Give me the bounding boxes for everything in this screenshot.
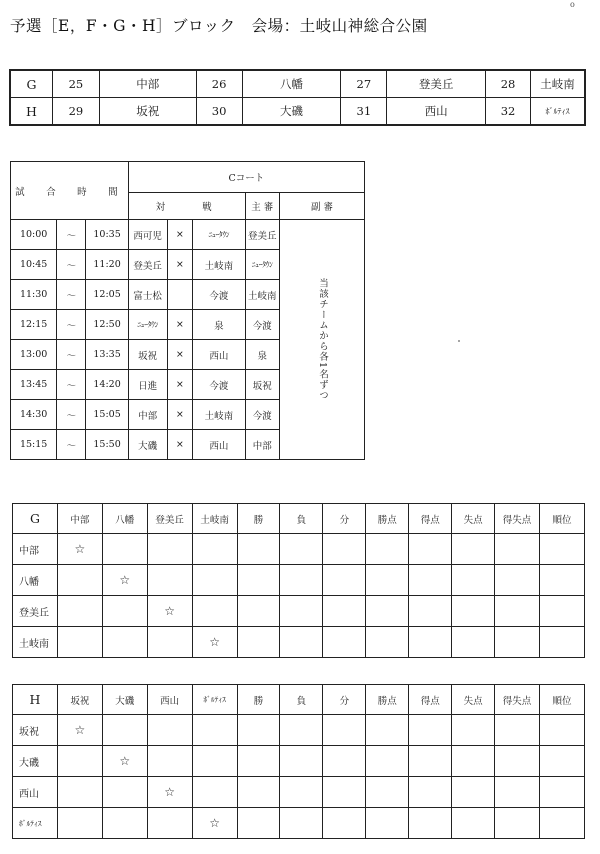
- league-team-header: ﾎﾞﾙﾃｨｽ: [192, 685, 237, 715]
- versus-mark: ×: [167, 310, 193, 340]
- result-cell: [147, 565, 192, 596]
- result-cell: [147, 808, 192, 839]
- stat-cell: [495, 808, 540, 839]
- stat-cell: [366, 808, 409, 839]
- stat-cell: [409, 534, 452, 565]
- league-team-label: 八幡: [13, 565, 58, 596]
- result-cell: [57, 627, 102, 658]
- stat-cell: [409, 746, 452, 777]
- league-stat-header: 得点: [409, 504, 452, 534]
- league-stat-header: 勝: [237, 504, 280, 534]
- self-match-star: ☆: [147, 596, 192, 627]
- start-time: 11:30: [11, 280, 57, 310]
- away-team: ﾆｭｰﾀｳﾝ: [193, 220, 245, 250]
- referee-team: 坂祝: [245, 370, 279, 400]
- stat-cell: [409, 596, 452, 627]
- result-cell: [192, 746, 237, 777]
- self-match-star: ☆: [147, 777, 192, 808]
- start-time: 14:30: [11, 400, 57, 430]
- result-cell: [57, 565, 102, 596]
- stat-cell: [366, 746, 409, 777]
- stat-cell: [539, 565, 584, 596]
- team-name: 坂祝: [99, 98, 196, 125]
- result-cell: [57, 808, 102, 839]
- versus-mark: ×: [167, 400, 193, 430]
- league-row: [13, 596, 585, 627]
- stat-cell: [409, 565, 452, 596]
- stat-cell: [237, 627, 280, 658]
- stat-cell: [323, 715, 366, 746]
- away-team: 今渡: [193, 370, 245, 400]
- referee-header: 主 審: [245, 193, 279, 220]
- stat-cell: [237, 777, 280, 808]
- end-time: 10:35: [86, 220, 128, 250]
- corner-mark: o: [570, 0, 575, 9]
- start-time: 10:45: [11, 250, 57, 280]
- group-label: H: [11, 98, 53, 125]
- team-name: 西山: [387, 98, 486, 125]
- result-cell: [57, 777, 102, 808]
- result-cell: [192, 534, 237, 565]
- end-time: 15:50: [86, 430, 128, 460]
- end-time: 12:50: [86, 310, 128, 340]
- result-cell: [57, 596, 102, 627]
- start-time: 13:45: [11, 370, 57, 400]
- versus-mark: ×: [167, 370, 193, 400]
- league-stat-header: 得失点: [495, 685, 540, 715]
- stat-cell: [323, 627, 366, 658]
- league-row: [13, 746, 585, 777]
- away-team: 泉: [193, 310, 245, 340]
- stat-cell: [539, 808, 584, 839]
- stat-cell: [366, 565, 409, 596]
- league-stat-header: 負: [280, 685, 323, 715]
- team-number: 26: [196, 71, 242, 98]
- league-team-label: 中部: [13, 534, 58, 565]
- time-separator: 〜: [57, 250, 86, 280]
- time-separator: 〜: [57, 370, 86, 400]
- stat-cell: [495, 777, 540, 808]
- stat-cell: [237, 565, 280, 596]
- stat-cell: [366, 627, 409, 658]
- stat-cell: [495, 627, 540, 658]
- league-stat-header: 順位: [539, 685, 584, 715]
- league-team-label: 坂祝: [13, 715, 58, 746]
- stat-cell: [323, 534, 366, 565]
- league-stat-header: 勝点: [366, 504, 409, 534]
- league-team-label: 西山: [13, 777, 58, 808]
- page-title: 予選［E，F・G・H］ブロック 会場：土岐山神総合公園: [10, 17, 428, 35]
- referee-team: 土岐南: [245, 280, 279, 310]
- court-header: Cコート: [128, 162, 364, 193]
- league-stat-header: 失点: [452, 685, 495, 715]
- away-team: 西山: [193, 430, 245, 460]
- league-row: [13, 534, 585, 565]
- versus-mark: ×: [167, 250, 193, 280]
- self-match-star: ☆: [102, 565, 147, 596]
- stat-cell: [452, 746, 495, 777]
- stat-cell: [539, 627, 584, 658]
- league-team-header: 土岐南: [192, 504, 237, 534]
- result-cell: [102, 627, 147, 658]
- team-number: 30: [196, 98, 242, 125]
- referee-team: 今渡: [245, 400, 279, 430]
- away-team: 西山: [193, 340, 245, 370]
- group-row-g: [11, 71, 585, 98]
- team-number: 29: [52, 98, 99, 125]
- referee-team: 中部: [245, 430, 279, 460]
- match-header: 対 戦: [128, 193, 245, 220]
- home-team: 西可児: [128, 220, 167, 250]
- away-team: 今渡: [193, 280, 245, 310]
- team-name: ﾎﾞﾙﾃｨｽ: [531, 98, 585, 125]
- group-label: G: [11, 71, 53, 98]
- result-cell: [147, 715, 192, 746]
- team-name: 登美丘: [387, 71, 486, 98]
- versus-mark: ×: [167, 220, 193, 250]
- league-stat-header: 分: [323, 685, 366, 715]
- stat-cell: [452, 534, 495, 565]
- referee-team: 今渡: [245, 310, 279, 340]
- result-cell: [102, 596, 147, 627]
- league-table-g: [12, 503, 585, 658]
- stat-cell: [409, 777, 452, 808]
- stat-cell: [280, 746, 323, 777]
- stat-cell: [366, 596, 409, 627]
- league-row: [13, 777, 585, 808]
- league-row: [13, 808, 585, 839]
- stat-cell: [323, 565, 366, 596]
- team-name: 中部: [99, 71, 196, 98]
- start-time: 15:15: [11, 430, 57, 460]
- stat-cell: [323, 746, 366, 777]
- league-team-header: 大磯: [102, 685, 147, 715]
- away-team: 土岐南: [193, 400, 245, 430]
- versus-mark: [167, 280, 193, 310]
- start-time: 13:00: [11, 340, 57, 370]
- end-time: 15:05: [86, 400, 128, 430]
- league-group-label: G: [13, 504, 58, 534]
- self-match-star: ☆: [192, 627, 237, 658]
- stat-cell: [452, 596, 495, 627]
- assistant-referee-note-text: 当該チームから各1名ずつ: [316, 278, 328, 401]
- away-team: 土岐南: [193, 250, 245, 280]
- league-stat-header: 得失点: [495, 504, 540, 534]
- stat-cell: [495, 715, 540, 746]
- league-stat-header: 分: [323, 504, 366, 534]
- assistant-referee-note: [279, 220, 364, 460]
- end-time: 13:35: [86, 340, 128, 370]
- stat-cell: [280, 715, 323, 746]
- time-separator: 〜: [57, 340, 86, 370]
- assistant-referee-header: 副 審: [279, 193, 364, 220]
- result-cell: [57, 746, 102, 777]
- stat-cell: [452, 808, 495, 839]
- league-stat-header: 順位: [539, 504, 584, 534]
- stat-cell: [366, 534, 409, 565]
- end-time: 14:20: [86, 370, 128, 400]
- league-row: [13, 715, 585, 746]
- stat-cell: [280, 808, 323, 839]
- time-separator: 〜: [57, 400, 86, 430]
- start-time: 12:15: [11, 310, 57, 340]
- end-time: 12:05: [86, 280, 128, 310]
- stat-cell: [280, 534, 323, 565]
- stat-cell: [409, 627, 452, 658]
- league-row: [13, 565, 585, 596]
- home-team: 登美丘: [128, 250, 167, 280]
- versus-mark: ×: [167, 430, 193, 460]
- result-cell: [192, 565, 237, 596]
- stat-cell: [280, 596, 323, 627]
- self-match-star: ☆: [102, 746, 147, 777]
- result-cell: [192, 777, 237, 808]
- team-number: 31: [341, 98, 387, 125]
- stat-cell: [280, 777, 323, 808]
- home-team: 日進: [128, 370, 167, 400]
- time-header: 試 合 時 間: [11, 162, 129, 220]
- league-team-label: 土岐南: [13, 627, 58, 658]
- stat-cell: [452, 715, 495, 746]
- stat-cell: [452, 565, 495, 596]
- stat-cell: [495, 746, 540, 777]
- stat-cell: [323, 777, 366, 808]
- league-row: [13, 627, 585, 658]
- start-time: 10:00: [11, 220, 57, 250]
- result-cell: [147, 534, 192, 565]
- self-match-star: ☆: [57, 534, 102, 565]
- time-separator: 〜: [57, 220, 86, 250]
- stat-cell: [409, 808, 452, 839]
- stat-cell: [366, 715, 409, 746]
- stat-cell: [409, 715, 452, 746]
- team-number: 27: [341, 71, 387, 98]
- home-team: ﾆｭｰﾀｳﾝ: [128, 310, 167, 340]
- result-cell: [147, 746, 192, 777]
- stat-cell: [237, 596, 280, 627]
- league-team-label: ﾎﾞﾙﾃｨｽ: [13, 808, 58, 839]
- league-stat-header: 失点: [452, 504, 495, 534]
- referee-team: ﾆｭｰﾀｳﾝ: [245, 250, 279, 280]
- league-header-row: [13, 504, 585, 534]
- result-cell: [102, 534, 147, 565]
- result-cell: [102, 808, 147, 839]
- team-number: 32: [486, 98, 531, 125]
- result-cell: [192, 596, 237, 627]
- stat-cell: [323, 808, 366, 839]
- result-cell: [102, 777, 147, 808]
- team-name: 土岐南: [531, 71, 585, 98]
- league-table-h: [12, 684, 585, 839]
- stat-cell: [280, 565, 323, 596]
- league-header-row: [13, 685, 585, 715]
- scan-speck: [458, 340, 460, 342]
- self-match-star: ☆: [57, 715, 102, 746]
- stat-cell: [280, 627, 323, 658]
- stat-cell: [539, 777, 584, 808]
- league-team-label: 登美丘: [13, 596, 58, 627]
- versus-mark: ×: [167, 340, 193, 370]
- result-cell: [192, 715, 237, 746]
- team-name: 大磯: [242, 98, 341, 125]
- match-schedule-table: [10, 161, 365, 460]
- stat-cell: [237, 715, 280, 746]
- home-team: 中部: [128, 400, 167, 430]
- referee-team: 泉: [245, 340, 279, 370]
- league-team-header: 中部: [57, 504, 102, 534]
- stat-cell: [495, 565, 540, 596]
- stat-cell: [495, 534, 540, 565]
- stat-cell: [366, 777, 409, 808]
- time-separator: 〜: [57, 280, 86, 310]
- time-separator: 〜: [57, 430, 86, 460]
- result-cell: [147, 627, 192, 658]
- group-assignment-table: [10, 70, 585, 125]
- stat-cell: [237, 808, 280, 839]
- stat-cell: [539, 596, 584, 627]
- league-group-label: H: [13, 685, 58, 715]
- league-team-header: 西山: [147, 685, 192, 715]
- league-team-label: 大磯: [13, 746, 58, 777]
- end-time: 11:20: [86, 250, 128, 280]
- league-team-header: 坂祝: [57, 685, 102, 715]
- stat-cell: [495, 596, 540, 627]
- stat-cell: [452, 777, 495, 808]
- stat-cell: [539, 746, 584, 777]
- league-stat-header: 勝点: [366, 685, 409, 715]
- team-number: 28: [486, 71, 531, 98]
- stat-cell: [237, 746, 280, 777]
- schedule-row: [11, 220, 365, 250]
- home-team: 大磯: [128, 430, 167, 460]
- league-team-header: 八幡: [102, 504, 147, 534]
- stat-cell: [452, 627, 495, 658]
- team-number: 25: [52, 71, 99, 98]
- stat-cell: [323, 596, 366, 627]
- group-row-h: [11, 98, 585, 125]
- league-stat-header: 負: [280, 504, 323, 534]
- home-team: 富士松: [128, 280, 167, 310]
- time-separator: 〜: [57, 310, 86, 340]
- stat-cell: [237, 534, 280, 565]
- home-team: 坂祝: [128, 340, 167, 370]
- league-stat-header: 得点: [409, 685, 452, 715]
- stat-cell: [539, 715, 584, 746]
- result-cell: [102, 715, 147, 746]
- stat-cell: [539, 534, 584, 565]
- self-match-star: ☆: [192, 808, 237, 839]
- team-name: 八幡: [242, 71, 341, 98]
- league-stat-header: 勝: [237, 685, 280, 715]
- referee-team: 登美丘: [245, 220, 279, 250]
- league-team-header: 登美丘: [147, 504, 192, 534]
